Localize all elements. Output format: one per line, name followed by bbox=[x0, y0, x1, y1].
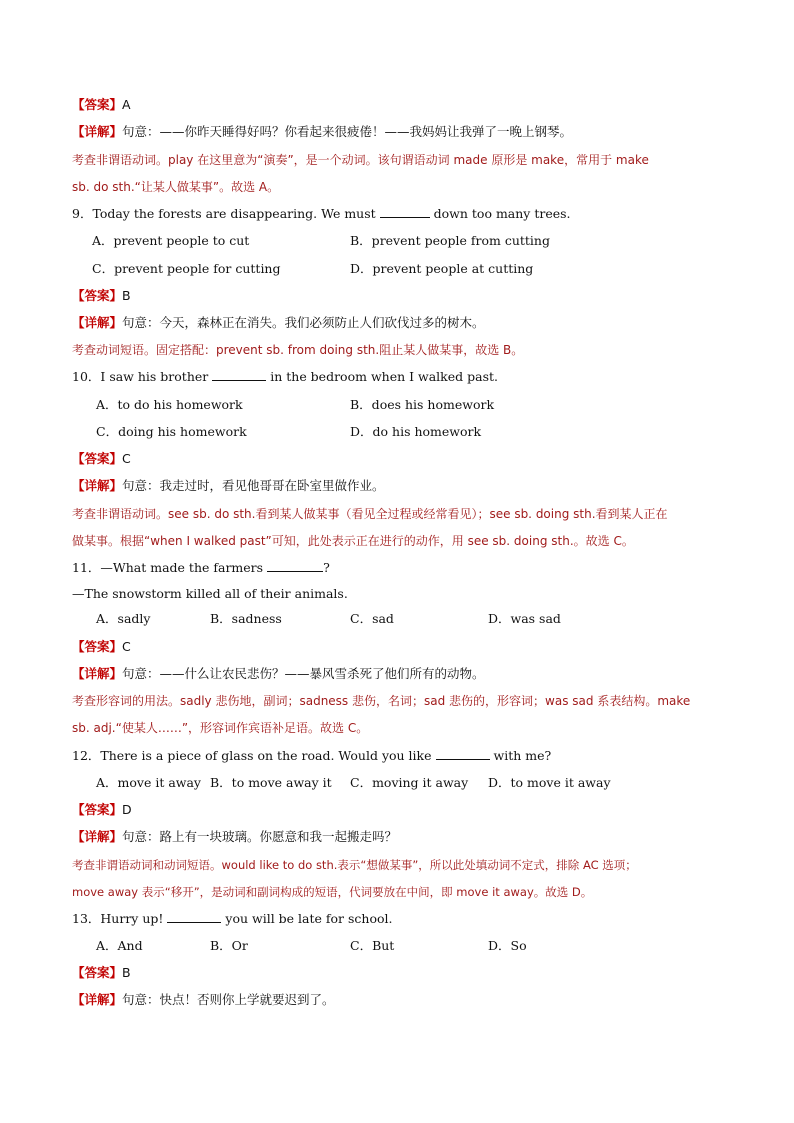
q8-answer: A bbox=[122, 97, 131, 112]
q9-blank bbox=[380, 205, 430, 218]
q11-option-a: A．sadly bbox=[96, 611, 151, 626]
explain-label: 【详解】 bbox=[72, 478, 123, 493]
q12-option-a: A．move it away bbox=[96, 775, 201, 790]
q13-option-b: B．Or bbox=[210, 938, 248, 953]
q9-stem bbox=[72, 205, 571, 223]
q11-stem-end: ? bbox=[323, 560, 330, 575]
q13-option-d: D．So bbox=[488, 938, 527, 953]
q12-explain-line-1 bbox=[72, 828, 397, 846]
q11-explain-1: 句意：——什么让农民悲伤？——暴风雪杀死了他们所有的动物。 bbox=[122, 666, 485, 681]
q12-stem bbox=[72, 747, 551, 765]
q11-option-c: C．sad bbox=[350, 611, 394, 626]
q10-stem bbox=[72, 368, 498, 386]
q12-blank bbox=[436, 747, 490, 760]
q8-explain-line-3: sb. do sth.“让某人做某事”。故选 A。 bbox=[72, 180, 280, 194]
q8-answer-line bbox=[72, 96, 131, 114]
q10-stem-start: 10．I saw his brother bbox=[72, 369, 209, 384]
q11-answer-line bbox=[72, 638, 131, 656]
q10-option-a: A．to do his homework bbox=[96, 397, 243, 412]
q8-explain-line-2: 考查非谓语动词。play 在这里意为“演奏”，是一个动词。该句谓语动词 made 原形是 make，常用于 make bbox=[72, 153, 649, 167]
q9-stem-end: down too many trees. bbox=[433, 206, 571, 221]
q12-explain-line-3: move away 表示“移开”，是动词和副词构成的短语，代词要放在中间，即 move it away。故选 D。 bbox=[72, 885, 593, 899]
q13-answer: B bbox=[122, 965, 131, 980]
q12-answer: D bbox=[122, 802, 132, 817]
q10-option-d: D．do his homework bbox=[350, 424, 482, 439]
q9-answer-line bbox=[72, 287, 131, 305]
q12-option-c: C．moving it away bbox=[350, 775, 469, 790]
q12-answer-line bbox=[72, 801, 132, 819]
explain-label: 【详解】 bbox=[72, 829, 123, 844]
q9-explain-line-1 bbox=[72, 314, 485, 332]
q13-option-c: C．But bbox=[350, 938, 395, 953]
q13-option-a: A．And bbox=[96, 938, 143, 953]
explain-label: 【详解】 bbox=[72, 124, 123, 139]
q9-option-c: C．prevent people for cutting bbox=[92, 261, 281, 276]
q12-stem-end: with me? bbox=[493, 748, 552, 763]
q12-explain-line-2: 考查非谓语动词和动词短语。would like to do sth.表示“想做某事”，所以此处填动词不定式，排除 AC 选项； bbox=[72, 858, 637, 872]
q13-stem-start: 13．Hurry up! bbox=[72, 911, 164, 926]
q10-explain-line-1 bbox=[72, 477, 385, 495]
q11-stem-reply: —The snowstorm killed all of their animals. bbox=[72, 586, 348, 601]
q13-blank bbox=[167, 910, 221, 923]
q11-answer: C bbox=[122, 639, 131, 654]
q11-explain-line-3: sb. adj.“使某人……”，形容词作宾语补足语。故选 C。 bbox=[72, 721, 369, 735]
q12-option-b: B．to move away it bbox=[210, 775, 332, 790]
answer-label: 【答案】 bbox=[72, 451, 123, 466]
q10-answer: C bbox=[122, 451, 131, 466]
q11-explain-line-2: 考查形容词的用法。sadly 悲伤地，副词；sadness 悲伤，名词；sad 悲伤的，形容词；was sad 系表结构。make bbox=[72, 694, 691, 708]
q10-explain-1: 句意：我走过时，看见他哥哥在卧室里做作业。 bbox=[122, 478, 385, 493]
q10-explain-line-3: 做某事。根据“when I walked past”可知，此处表示正在进行的动作，用 see sb. doing sth.。故选 C。 bbox=[72, 534, 634, 548]
answer-label: 【答案】 bbox=[72, 97, 123, 112]
q13-explain-line-1 bbox=[72, 991, 335, 1009]
q9-answer: B bbox=[122, 288, 131, 303]
q10-stem-end: in the bedroom when I walked past. bbox=[270, 369, 498, 384]
q10-explain-line-2: 考查非谓语动词。see sb. do sth.看到某人做某事（看见全过程或经常看见）；see sb. doing sth.看到某人正在 bbox=[72, 507, 668, 521]
q10-answer-line bbox=[72, 450, 131, 468]
q11-option-b: B．sadness bbox=[210, 611, 282, 626]
q12-stem-start: 12．There is a piece of glass on the road. Would you like bbox=[72, 748, 432, 763]
explain-label: 【详解】 bbox=[72, 315, 123, 330]
q8-explain-1: 句意：——你昨天睡得好吗？你看起来很疲倦！——我妈妈让我弹了一晚上钢琴。 bbox=[122, 124, 573, 139]
q12-explain-1: 句意：路上有一块玻璃。你愿意和我一起搬走吗？ bbox=[122, 829, 398, 844]
q9-option-a: A．prevent people to cut bbox=[92, 233, 250, 248]
q9-explain-1: 句意：今天，森林正在消失。我们必须防止人们砍伐过多的树木。 bbox=[122, 315, 485, 330]
q9-stem-start: 9．Today the forests are disappearing. We must bbox=[72, 206, 376, 221]
q9-option-d: D．prevent people at cutting bbox=[350, 261, 534, 276]
q10-blank bbox=[212, 368, 266, 381]
answer-label: 【答案】 bbox=[72, 639, 123, 654]
q9-option-b: B．prevent people from cutting bbox=[350, 233, 550, 248]
answer-label: 【答案】 bbox=[72, 802, 123, 817]
q11-option-d: D．was sad bbox=[488, 611, 561, 626]
explain-label: 【详解】 bbox=[72, 992, 123, 1007]
explain-label: 【详解】 bbox=[72, 666, 123, 681]
q12-option-d: D．to move it away bbox=[488, 775, 611, 790]
q13-explain-1: 句意：快点！否则你上学就要迟到了。 bbox=[122, 992, 335, 1007]
q13-answer-line bbox=[72, 964, 131, 982]
q11-blank bbox=[267, 559, 323, 572]
answer-label: 【答案】 bbox=[72, 965, 123, 980]
q11-stem bbox=[72, 559, 330, 577]
q11-explain-line-1 bbox=[72, 665, 485, 683]
q8-explain-line-1 bbox=[72, 123, 572, 141]
q11-stem-start: 11．—What made the farmers bbox=[72, 560, 264, 575]
q10-option-c: C．doing his homework bbox=[96, 424, 247, 439]
q13-stem bbox=[72, 910, 392, 928]
q13-stem-end: you will be late for school. bbox=[225, 911, 393, 926]
q10-option-b: B．does his homework bbox=[350, 397, 495, 412]
q9-explain-line-2: 考查动词短语。固定搭配：prevent sb. from doing sth.阻止某人做某事，故选 B。 bbox=[72, 343, 524, 357]
answer-label: 【答案】 bbox=[72, 288, 123, 303]
